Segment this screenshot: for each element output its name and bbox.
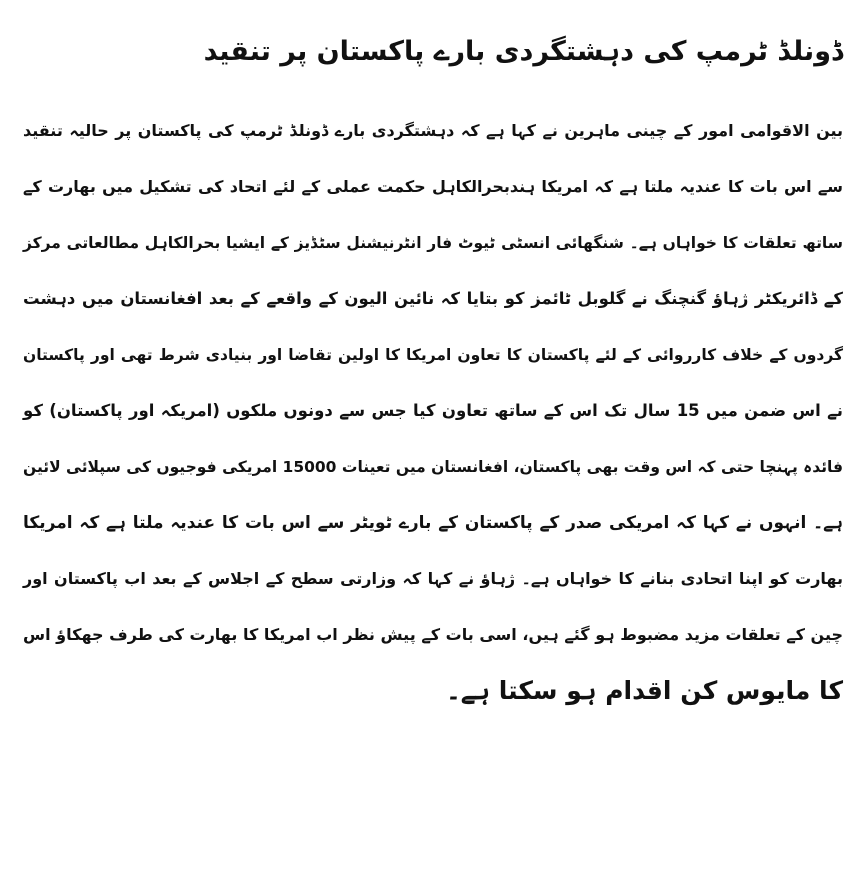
article-text-line: سے اس بات کا عندیہ ملتا ہے کہ امریکا ہندبحرالکاہل حکمت عملی کے لئے اتحاد کی تشکیل میں بھارت کے (23, 177, 843, 196)
article-text-line: بھارت کو اپنا اتحادی بنانے کا خواہاں ہے۔ ژہاؤ نے کہا کہ وزارتی سطح کے اجلاس کے بعد اب پاکستان اور (23, 569, 843, 588)
article-text-line-last: کا مایوس کن اقدام ہو سکتا ہے۔ (446, 676, 843, 705)
article-text-line: ساتھ تعلقات کا خواہاں ہے۔ شنگھائی انسٹی ٹیوٹ فار انٹرنیشنل سٹڈیز کے ایشیا بحرالکاہل مطالعاتی مرکز (23, 234, 843, 252)
article-text-line: گردوں کے خلاف کارروائی کے لئے پاکستان کا تعاون امریکا کا اولین تقاضا اور بنیادی شرط تھی اور پاکستان (23, 346, 843, 364)
article-text-line: فائدہ پہنچا حتی کہ اس وقت بھی پاکستان، افغانستان میں تعینات 15000 امریکی فوجیوں کی سپلائی لائین (23, 458, 843, 476)
article-headline: ڈونلڈ ٹرمپ کی دہشتگردی بارے پاکستان پر تنقید (203, 36, 843, 67)
article-text-line: نے اس ضمن میں 15 سال تک اس کے ساتھ تعاون کیا جس سے دونوں ملکوں (امریکہ اور پاکستان) کو (23, 401, 844, 420)
article-text-line: ہے۔ انہوں نے کہا کہ امریکی صدر کے پاکستان کے بارے ٹویٹر سے اس بات کا عندیہ ملتا ہے کہ امریکا (23, 513, 843, 533)
article-text-line: بین الاقوامی امور کے چینی ماہرین نے کہا ہے کہ دہشتگردی بارے ڈونلڈ ٹرمپ کی پاکستان پر حالیہ تنقید (23, 121, 843, 140)
article-text-line: کے ڈائریکٹر ژہاؤ گنچنگ نے گلوبل ٹائمز کو بتایا کہ نائین الیون کے واقعے کے بعد افغانستان میں دہشت (23, 289, 843, 308)
article-text-line: چین کے تعلقات مزید مضبوط ہو گئے ہیں، اسی بات کے پیش نظر اب امریکا کا بھارت کی طرف جھکاؤ اس (23, 625, 843, 644)
